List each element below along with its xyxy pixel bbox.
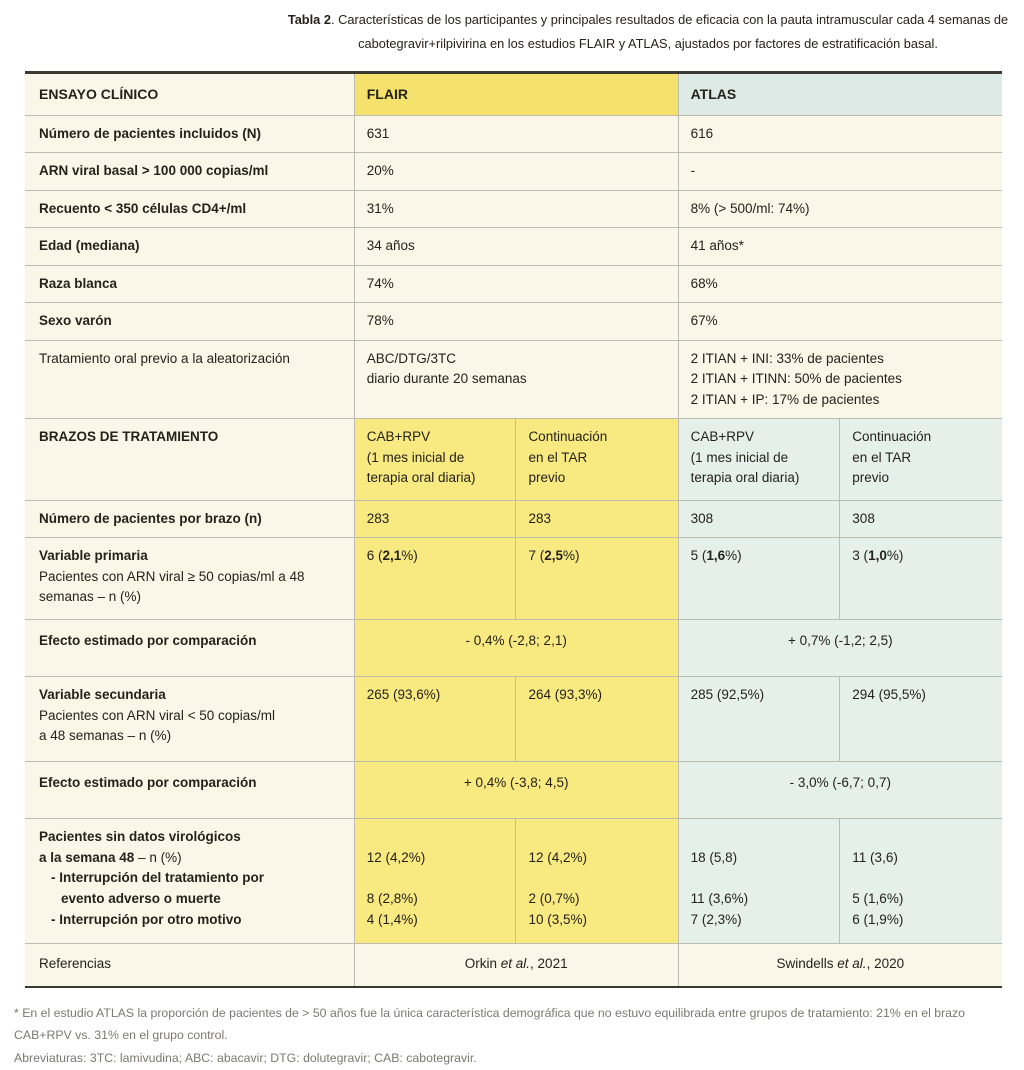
- row-label-cell: [25, 73, 354, 115]
- cell-line: [691, 274, 990, 295]
- value-cell: [516, 419, 678, 501]
- cell-text: - 0,4% (-2,8; 2,1): [465, 632, 567, 648]
- value-cell: [678, 819, 840, 944]
- value-cell: [678, 190, 1002, 228]
- cell-line: [367, 311, 666, 332]
- cell-line: [691, 199, 990, 220]
- row-label-cell: [25, 228, 354, 266]
- cell-text: CAB+RPV: [690, 429, 755, 445]
- cell-line: [852, 546, 990, 567]
- value-cell: [516, 819, 678, 944]
- cell-line: [691, 827, 828, 848]
- cell-line: [852, 889, 990, 910]
- value-cell: [516, 538, 678, 620]
- table-row: [25, 538, 1002, 620]
- cell-text: 67%: [690, 313, 718, 329]
- cell-line: [852, 509, 990, 530]
- table-row: [25, 619, 1002, 677]
- cell-text: 8 (2,8%): [366, 890, 418, 906]
- value-cell: [354, 500, 516, 538]
- value-cell: [678, 677, 840, 762]
- cell-line: [852, 827, 990, 848]
- cell-line: [39, 199, 342, 220]
- cell-line: [367, 685, 504, 706]
- value-cell: [678, 228, 1002, 266]
- cell-line: [39, 685, 342, 706]
- value-cell: [354, 73, 678, 115]
- value-cell: [678, 944, 1002, 987]
- cell-text: 264 (93,3%): [528, 687, 602, 703]
- value-cell: [354, 153, 678, 191]
- cell-text: 78%: [366, 313, 394, 329]
- cell-text: 20%: [366, 163, 394, 179]
- value-cell: [354, 265, 678, 303]
- table-row: [25, 419, 1002, 501]
- cell-text: 283: [366, 510, 390, 526]
- footnote-asterisk: * En el estudio ATLAS la proporción de pacientes de > 50 años fue la única característica demográfica que no estuvo equilibrada entre grupos de tratamiento: 21% en el brazo CAB+RPV vs. 31% en el grupo control.: [14, 1005, 965, 1043]
- cell-line: [691, 369, 990, 390]
- cell-line: [852, 448, 990, 469]
- cell-text: Orkin: [464, 956, 501, 972]
- cell-line: [691, 349, 990, 370]
- cell-line: [39, 84, 342, 105]
- cell-text: %): [886, 548, 904, 564]
- cell-text: 11 (3,6%): [690, 890, 749, 906]
- cell-text: Pacientes con ARN viral < 50 copias/ml: [39, 707, 275, 723]
- cell-line: [39, 773, 342, 794]
- cell-line: [691, 509, 828, 530]
- row-label-cell: [25, 265, 354, 303]
- row-label-cell: [25, 819, 354, 944]
- value-cell: [516, 500, 678, 538]
- row-label-cell: [25, 115, 354, 153]
- comparison-table-wrap: [25, 71, 1002, 987]
- cell-line: [367, 349, 666, 370]
- cell-text: terapia oral diaria): [690, 470, 800, 486]
- cell-line: [528, 448, 665, 469]
- cell-text: Sexo varón: [39, 313, 112, 329]
- cell-line: [528, 868, 665, 889]
- cell-text: 308: [852, 510, 875, 526]
- row-label-cell: [25, 153, 354, 191]
- cell-line: [39, 124, 342, 145]
- cell-text: 12 (4,2%): [366, 849, 426, 865]
- cell-line: [39, 567, 342, 588]
- table-row: [25, 190, 1002, 228]
- cell-text: BRAZOS DE TRATAMIENTO: [39, 429, 219, 445]
- cell-line: [39, 236, 342, 257]
- cell-line: [852, 468, 990, 489]
- results-table-body: [25, 73, 1002, 987]
- cell-text: 2 ITIAN + INI: 33% de pacientes: [690, 350, 884, 366]
- cell-text: 285 (92,5%): [690, 687, 765, 703]
- cell-line: [39, 827, 342, 848]
- cell-line: [691, 311, 990, 332]
- table-row: [25, 340, 1002, 419]
- cell-line: [528, 827, 665, 848]
- table-row: [25, 761, 1002, 819]
- value-cell: [840, 500, 1002, 538]
- cell-line: [691, 773, 990, 794]
- cell-line: [367, 889, 504, 910]
- cell-line: [39, 706, 342, 727]
- value-cell: [354, 419, 516, 501]
- value-cell: [516, 677, 678, 762]
- cell-text: en el TAR: [528, 449, 588, 465]
- cell-text: (1 mes inicial de: [690, 449, 789, 465]
- cell-text: 265 (93,6%): [366, 687, 441, 703]
- cell-line: [691, 124, 990, 145]
- value-cell: [354, 619, 678, 677]
- value-cell: [678, 761, 1002, 819]
- cell-text: 7 (2,3%): [690, 911, 742, 927]
- value-cell: [840, 419, 1002, 501]
- cell-text: 18 (5,8): [690, 849, 738, 865]
- cell-text: Recuento < 350 células CD4+/ml: [39, 200, 247, 216]
- table-row: [25, 819, 1002, 944]
- cell-text: (1 mes inicial de: [366, 449, 465, 465]
- cell-text: - 3,0% (-6,7; 0,7): [789, 774, 891, 790]
- cell-text: %): [562, 548, 580, 564]
- cell-text: ARN viral basal > 100 000 copias/ml: [39, 163, 269, 179]
- cell-text: , 2021: [530, 956, 568, 972]
- cell-text: 5 (1,6%): [852, 890, 904, 906]
- cell-text: 1,6: [706, 548, 726, 564]
- cell-line: [691, 161, 990, 182]
- cell-line: [39, 726, 342, 747]
- cell-text: 2 ITIAN + IP: 17% de pacientes: [690, 391, 880, 407]
- table-title: [284, 8, 1012, 55]
- cell-text: CAB+RPV: [366, 429, 431, 445]
- cell-line: [367, 773, 666, 794]
- cell-text: 1,0: [868, 548, 887, 564]
- value-cell: [678, 303, 1002, 341]
- cell-text: a 48 semanas – n (%): [39, 728, 172, 744]
- row-label-cell: [25, 677, 354, 762]
- cell-text: en el TAR: [852, 449, 912, 465]
- cell-text: 616: [690, 125, 714, 141]
- cell-line: [852, 427, 990, 448]
- cell-text: + 0,7% (-1,2; 2,5): [787, 632, 893, 648]
- cell-text: 34 años: [366, 238, 415, 254]
- cell-line: [39, 546, 342, 567]
- cell-line: [852, 685, 990, 706]
- cell-text: Continuación: [528, 429, 608, 445]
- cell-line: [367, 954, 666, 975]
- table-row: [25, 265, 1002, 303]
- cell-line: [691, 889, 828, 910]
- row-label-cell: [25, 619, 354, 677]
- cell-text: ATLAS: [690, 86, 737, 103]
- cell-line: [39, 311, 342, 332]
- row-label-cell: [25, 303, 354, 341]
- cell-line: [367, 868, 504, 889]
- value-cell: [354, 538, 516, 620]
- cell-text: ENSAYO CLÍNICO: [39, 86, 159, 103]
- value-cell: [678, 73, 1002, 115]
- cell-line: [691, 868, 828, 889]
- cell-line: [691, 84, 990, 105]
- cell-text: 2,1: [382, 548, 402, 564]
- cell-text: 31%: [366, 200, 394, 216]
- table-row: [25, 153, 1002, 191]
- cell-line: [367, 236, 666, 257]
- cell-text: 7 (: [528, 548, 545, 564]
- cell-line: [528, 910, 665, 931]
- cell-text: 2 (0,7%): [528, 890, 580, 906]
- table-row: [25, 677, 1002, 762]
- value-cell: [678, 619, 1002, 677]
- cell-line: [852, 910, 990, 931]
- cell-text: terapia oral diaria): [366, 470, 476, 486]
- cell-line: [39, 868, 342, 889]
- cell-line: [367, 161, 666, 182]
- cell-text: - Interrupción del tratamiento por: [51, 870, 265, 886]
- cell-line: [39, 274, 342, 295]
- cell-line: [528, 427, 665, 448]
- row-label-cell: [25, 419, 354, 501]
- comparison-table: [25, 71, 1002, 987]
- cell-text: 41 años*: [690, 238, 744, 254]
- cell-line: [691, 848, 828, 869]
- cell-text: Referencias: [39, 956, 112, 972]
- row-label-cell: [25, 190, 354, 228]
- cell-text: 11 (3,6): [852, 849, 898, 865]
- cell-line: [691, 910, 828, 931]
- cell-line: [367, 631, 666, 652]
- cell-text: , 2020: [866, 956, 905, 972]
- value-cell: [354, 944, 678, 987]
- table-row: [25, 228, 1002, 266]
- cell-text: Variable secundaria: [39, 687, 166, 703]
- cell-line: [691, 631, 990, 652]
- cell-text: semanas – n (%): [39, 589, 142, 605]
- cell-text: Efecto estimado por comparación: [39, 632, 257, 648]
- cell-text: Swindells: [776, 956, 838, 972]
- cell-text: ABC/DTG/3TC: [366, 350, 457, 366]
- value-cell: [840, 538, 1002, 620]
- cell-text: 6 (1,9%): [852, 911, 904, 927]
- table-title-label: Tabla 2: [287, 12, 331, 27]
- cell-text: 308: [690, 510, 714, 526]
- cell-line: [528, 509, 665, 530]
- cell-line: [691, 427, 828, 448]
- value-cell: [678, 115, 1002, 153]
- table-row: [25, 303, 1002, 341]
- value-cell: [354, 228, 678, 266]
- cell-text: - Interrupción por otro motivo: [51, 911, 242, 927]
- cell-line: [367, 509, 504, 530]
- cell-text: a la semana 48: [39, 849, 135, 865]
- cell-text: Continuación: [852, 429, 932, 445]
- cell-text: Pacientes sin datos virológicos: [39, 829, 241, 845]
- cell-text: – n (%): [134, 849, 182, 865]
- cell-line: [367, 369, 666, 390]
- value-cell: [354, 115, 678, 153]
- cell-text: 2 ITIAN + ITINN: 50% de pacientes: [690, 371, 902, 387]
- cell-line: [367, 546, 504, 567]
- cell-text: 12 (4,2%): [528, 849, 587, 865]
- table-title-text: . Características de los participantes y principales resultados de eficacia con la pauta intramuscular cada 4 semanas de cabotegravir+rilpivirina en los estudios FLAIR y ATLAS, ajustados por factores de estratificación basal.: [330, 12, 1009, 51]
- cell-line: [39, 954, 342, 975]
- cell-line: [691, 954, 990, 975]
- cell-text: diario durante 20 semanas: [366, 371, 527, 387]
- cell-line: [367, 124, 666, 145]
- cell-line: [367, 274, 666, 295]
- cell-text: 5 (: [690, 548, 707, 564]
- cell-line: [39, 509, 342, 530]
- cell-line: [367, 848, 504, 869]
- table-row: [25, 944, 1002, 987]
- cell-line: [367, 84, 666, 105]
- cell-text: previo: [528, 470, 566, 486]
- cell-line: [39, 910, 342, 931]
- value-cell: [678, 419, 840, 501]
- cell-text: %): [725, 548, 742, 564]
- value-cell: [678, 340, 1002, 419]
- cell-text: Número de pacientes incluidos (N): [39, 125, 262, 141]
- value-cell: [354, 761, 678, 819]
- value-cell: [354, 190, 678, 228]
- cell-line: [691, 468, 828, 489]
- cell-line: [39, 161, 342, 182]
- value-cell: [678, 153, 1002, 191]
- cell-text: -: [690, 163, 696, 179]
- cell-text: 4 (1,4%): [366, 911, 418, 927]
- cell-line: [691, 448, 828, 469]
- cell-line: [528, 468, 665, 489]
- cell-line: [852, 868, 990, 889]
- value-cell: [840, 677, 1002, 762]
- cell-line: [39, 587, 342, 608]
- cell-line: [367, 827, 504, 848]
- row-label-cell: [25, 761, 354, 819]
- cell-line: [367, 468, 504, 489]
- row-label-cell: [25, 340, 354, 419]
- cell-text: Raza blanca: [39, 275, 118, 291]
- value-cell: [354, 677, 516, 762]
- footnote-abbreviations: Abreviaturas: 3TC: lamivudina; ABC: abacavir; DTG: dolutegravir; CAB: cabotegravir.: [14, 1051, 477, 1065]
- cell-text: 68%: [690, 275, 718, 291]
- cell-line: [39, 349, 342, 370]
- cell-line: [528, 546, 665, 567]
- cell-text: previo: [852, 470, 890, 486]
- cell-text: + 0,4% (-3,8; 4,5): [463, 774, 569, 790]
- cell-text: 631: [366, 125, 390, 141]
- cell-line: [39, 889, 342, 910]
- cell-text: 6 (: [366, 548, 383, 564]
- row-label-cell: [25, 944, 354, 987]
- table-row: [25, 500, 1002, 538]
- cell-text: Pacientes con ARN viral ≥ 50 copias/ml a 48: [39, 568, 305, 584]
- cell-line: [367, 199, 666, 220]
- cell-line: [691, 685, 828, 706]
- cell-line: [528, 889, 665, 910]
- cell-line: [528, 685, 665, 706]
- footnotes: [14, 1002, 1010, 1070]
- cell-line: [367, 910, 504, 931]
- cell-text: evento adverso o muerte: [61, 890, 221, 906]
- cell-line: [39, 427, 342, 448]
- value-cell: [840, 819, 1002, 944]
- cell-line: [367, 448, 504, 469]
- cell-text: Tratamiento oral previo a la aleatorización: [39, 350, 290, 366]
- cell-text: 74%: [366, 275, 394, 291]
- cell-text: %): [401, 548, 418, 564]
- value-cell: [354, 819, 516, 944]
- cell-text: Edad (mediana): [39, 238, 140, 254]
- cell-line: [691, 546, 828, 567]
- cell-line: [39, 848, 342, 869]
- cell-text: Variable primaria: [39, 548, 148, 564]
- value-cell: [678, 500, 840, 538]
- cell-line: [39, 631, 342, 652]
- table-row: [25, 115, 1002, 153]
- cell-text: Efecto estimado por comparación: [39, 774, 257, 790]
- cell-line: [528, 848, 665, 869]
- value-cell: [678, 265, 1002, 303]
- cell-text: FLAIR: [366, 86, 408, 103]
- cell-text: 2,5: [544, 548, 563, 564]
- cell-text: et al.: [500, 956, 531, 972]
- cell-line: [367, 427, 504, 448]
- cell-line: [691, 236, 990, 257]
- value-cell: [354, 340, 678, 419]
- row-label-cell: [25, 538, 354, 620]
- value-cell: [678, 538, 840, 620]
- cell-text: 283: [528, 510, 551, 526]
- cell-text: 3 (: [852, 548, 869, 564]
- cell-line: [691, 390, 990, 411]
- cell-text: 8% (> 500/ml: 74%): [690, 200, 810, 216]
- table-row: [25, 73, 1002, 115]
- cell-text: et al.: [837, 956, 867, 972]
- value-cell: [354, 303, 678, 341]
- cell-text: 294 (95,5%): [852, 687, 926, 703]
- cell-text: 10 (3,5%): [528, 911, 587, 927]
- cell-line: [852, 848, 990, 869]
- row-label-cell: [25, 500, 354, 538]
- cell-text: Número de pacientes por brazo (n): [39, 510, 262, 526]
